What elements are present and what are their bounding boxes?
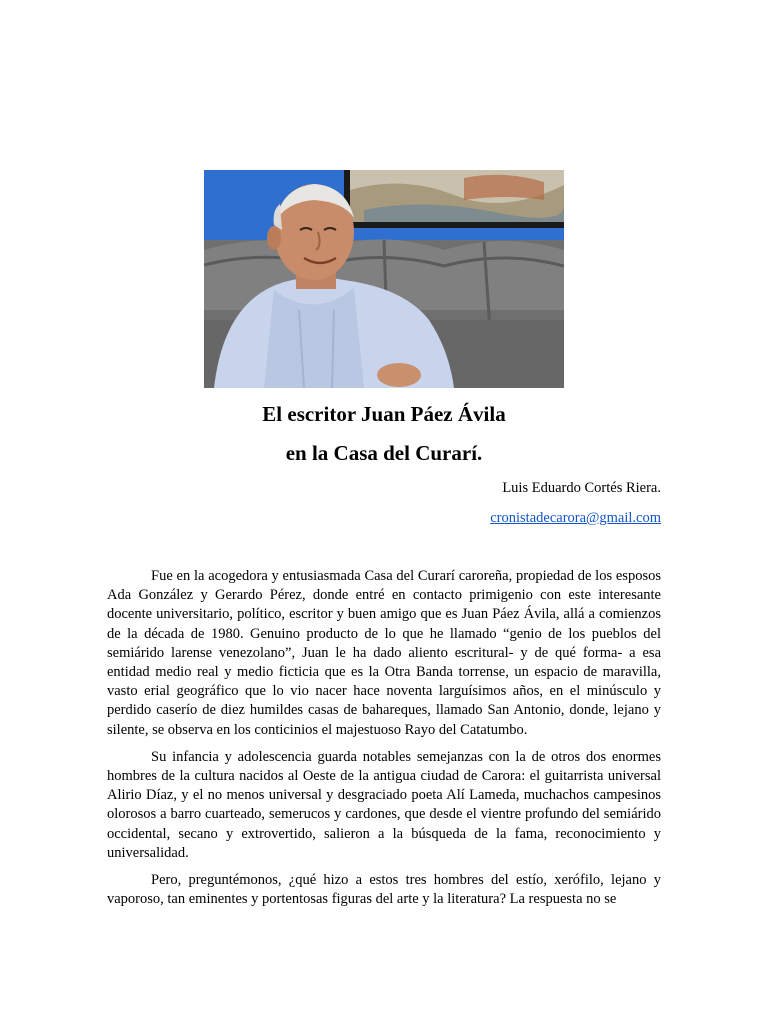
portrait-photo [204,170,564,388]
paragraph-2: Su infancia y adolescencia guarda notables semejanzas con la de otros dos enormes hombres de la cultura nacidos al Oeste de la antigua ciudad de Carora: el guitarrista universal Alirio Díaz, y el no menos universal y desgraciado poeta Alí Lameda, muchachos campesinos olorosos a barro cuarteado, semerucos y cardones, que desde el vientre profundo del semiárido occidental, secano y extrovertido, salieron a la búsqueda de la fama, reconocimiento y universalidad. [107,748,661,861]
paragraph-3: Pero, preguntémonos, ¿qué hizo a estos tres hombres del estío, xerófilo, lejano y vaporoso, tan eminentes y portentosas figuras del arte y la literatura? La respuesta no se [107,872,661,908]
article-title-line-2: en la Casa del Curarí. [285,441,483,465]
paragraph-1: Fue en la acogedora y entusiasmada Casa del Curarí caroreña, propiedad de los esposos Ada González y Gerardo Pérez, donde entré en contacto primigenio con este interesante docente universitario, político, escritor y buen amigo que es Juan Páez Ávila, allá a comienzos de la década de 1980. Genuino producto de lo que he llamado “genio de los pueblos del semiárido larense venezolano”, Juan le ha dado aliento escritural- y de qué forma- a esa entidad medio real y medio ficticia que es la Otra Banda torrense, un espacio de maravilla, vasto erial geográfico que lo vio nacer hace noventa larguísimos años, en el minúsculo y perdido caserío de diez humildes casas de bahareques, llamado San Antonio, donde, lejano y silente, se observa en los conticinios el majestuoso Rayo del Catatumbo. [107,568,661,738]
article-body [107,567,661,917]
author-name: Luis Eduardo Cortés Riera. [502,480,661,496]
email-link[interactable]: cronistadecarora@gmail.com [490,510,661,526]
article-title-line-1: El escritor Juan Páez Ávila [262,402,506,426]
author-email [490,509,661,527]
